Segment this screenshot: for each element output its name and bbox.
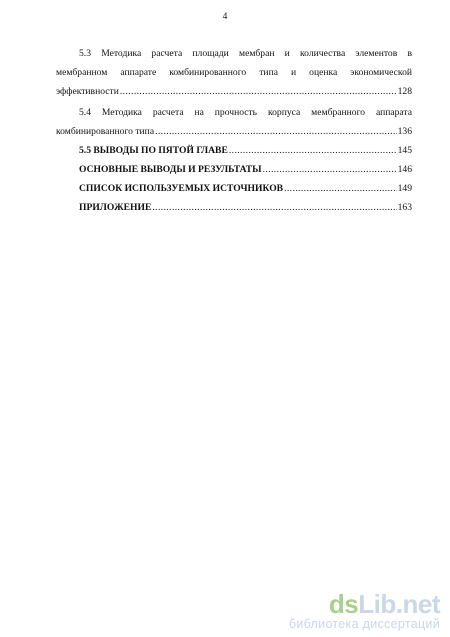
dslib-subtitle: библиотека диссертаций bbox=[288, 617, 440, 631]
toc-entry-text: СПИСОК ИСПОЛЬЗУЕМЫХ ИСТОЧНИКОВ bbox=[79, 183, 284, 194]
dot-leader bbox=[155, 122, 397, 141]
toc-entry-last-line bbox=[56, 122, 412, 141]
toc-page-number: 163 bbox=[397, 202, 412, 213]
dslib-watermark bbox=[289, 591, 440, 631]
logo-lib: Lib bbox=[358, 589, 396, 619]
toc-entry-references[interactable] bbox=[56, 179, 412, 198]
toc-page-number: 136 bbox=[397, 126, 412, 137]
dot-leader bbox=[229, 141, 397, 160]
toc-entry-text: эффективности bbox=[56, 86, 119, 97]
logo-net: .net bbox=[395, 589, 440, 619]
dot-leader bbox=[284, 179, 397, 198]
toc-entry-conclusions[interactable] bbox=[56, 160, 412, 179]
page-number: 4 bbox=[222, 12, 228, 22]
toc-entry-5-4[interactable] bbox=[56, 103, 412, 141]
dot-leader bbox=[120, 82, 397, 101]
toc-entry-text: комбинированного типа bbox=[56, 126, 155, 137]
toc-page-number: 149 bbox=[397, 183, 412, 194]
toc-page-number: 128 bbox=[397, 86, 412, 97]
toc-entry-line: мембранном аппарате комбинированного типа и оценка экономической bbox=[56, 67, 412, 78]
toc-entry-text: ПРИЛОЖЕНИЕ bbox=[79, 202, 152, 213]
toc-entry-5-3[interactable] bbox=[56, 44, 412, 101]
dslib-logo bbox=[289, 591, 440, 617]
toc-entry-text: 5.5 ВЫВОДЫ ПО ПЯТОЙ ГЛАВЕ bbox=[79, 145, 228, 156]
toc-entry-appendix[interactable] bbox=[56, 198, 412, 217]
toc-page-number: 146 bbox=[397, 164, 412, 175]
toc-entry-last-line bbox=[56, 82, 412, 101]
toc-entry-line: 5.4 Методика расчета на прочность корпуса мембранного аппарата bbox=[79, 107, 412, 118]
toc-page-number: 145 bbox=[397, 145, 412, 156]
logo-ds: ds bbox=[328, 589, 359, 619]
dot-leader bbox=[152, 198, 396, 217]
table-of-contents bbox=[56, 44, 412, 217]
dot-leader bbox=[263, 160, 397, 179]
toc-entry-text: ОСНОВНЫЕ ВЫВОДЫ И РЕЗУЛЬТАТЫ bbox=[79, 164, 262, 175]
toc-entry-5-5[interactable] bbox=[56, 141, 412, 160]
toc-entry-line: 5.3 Методика расчета площади мембран и количества элементов в bbox=[79, 48, 412, 59]
